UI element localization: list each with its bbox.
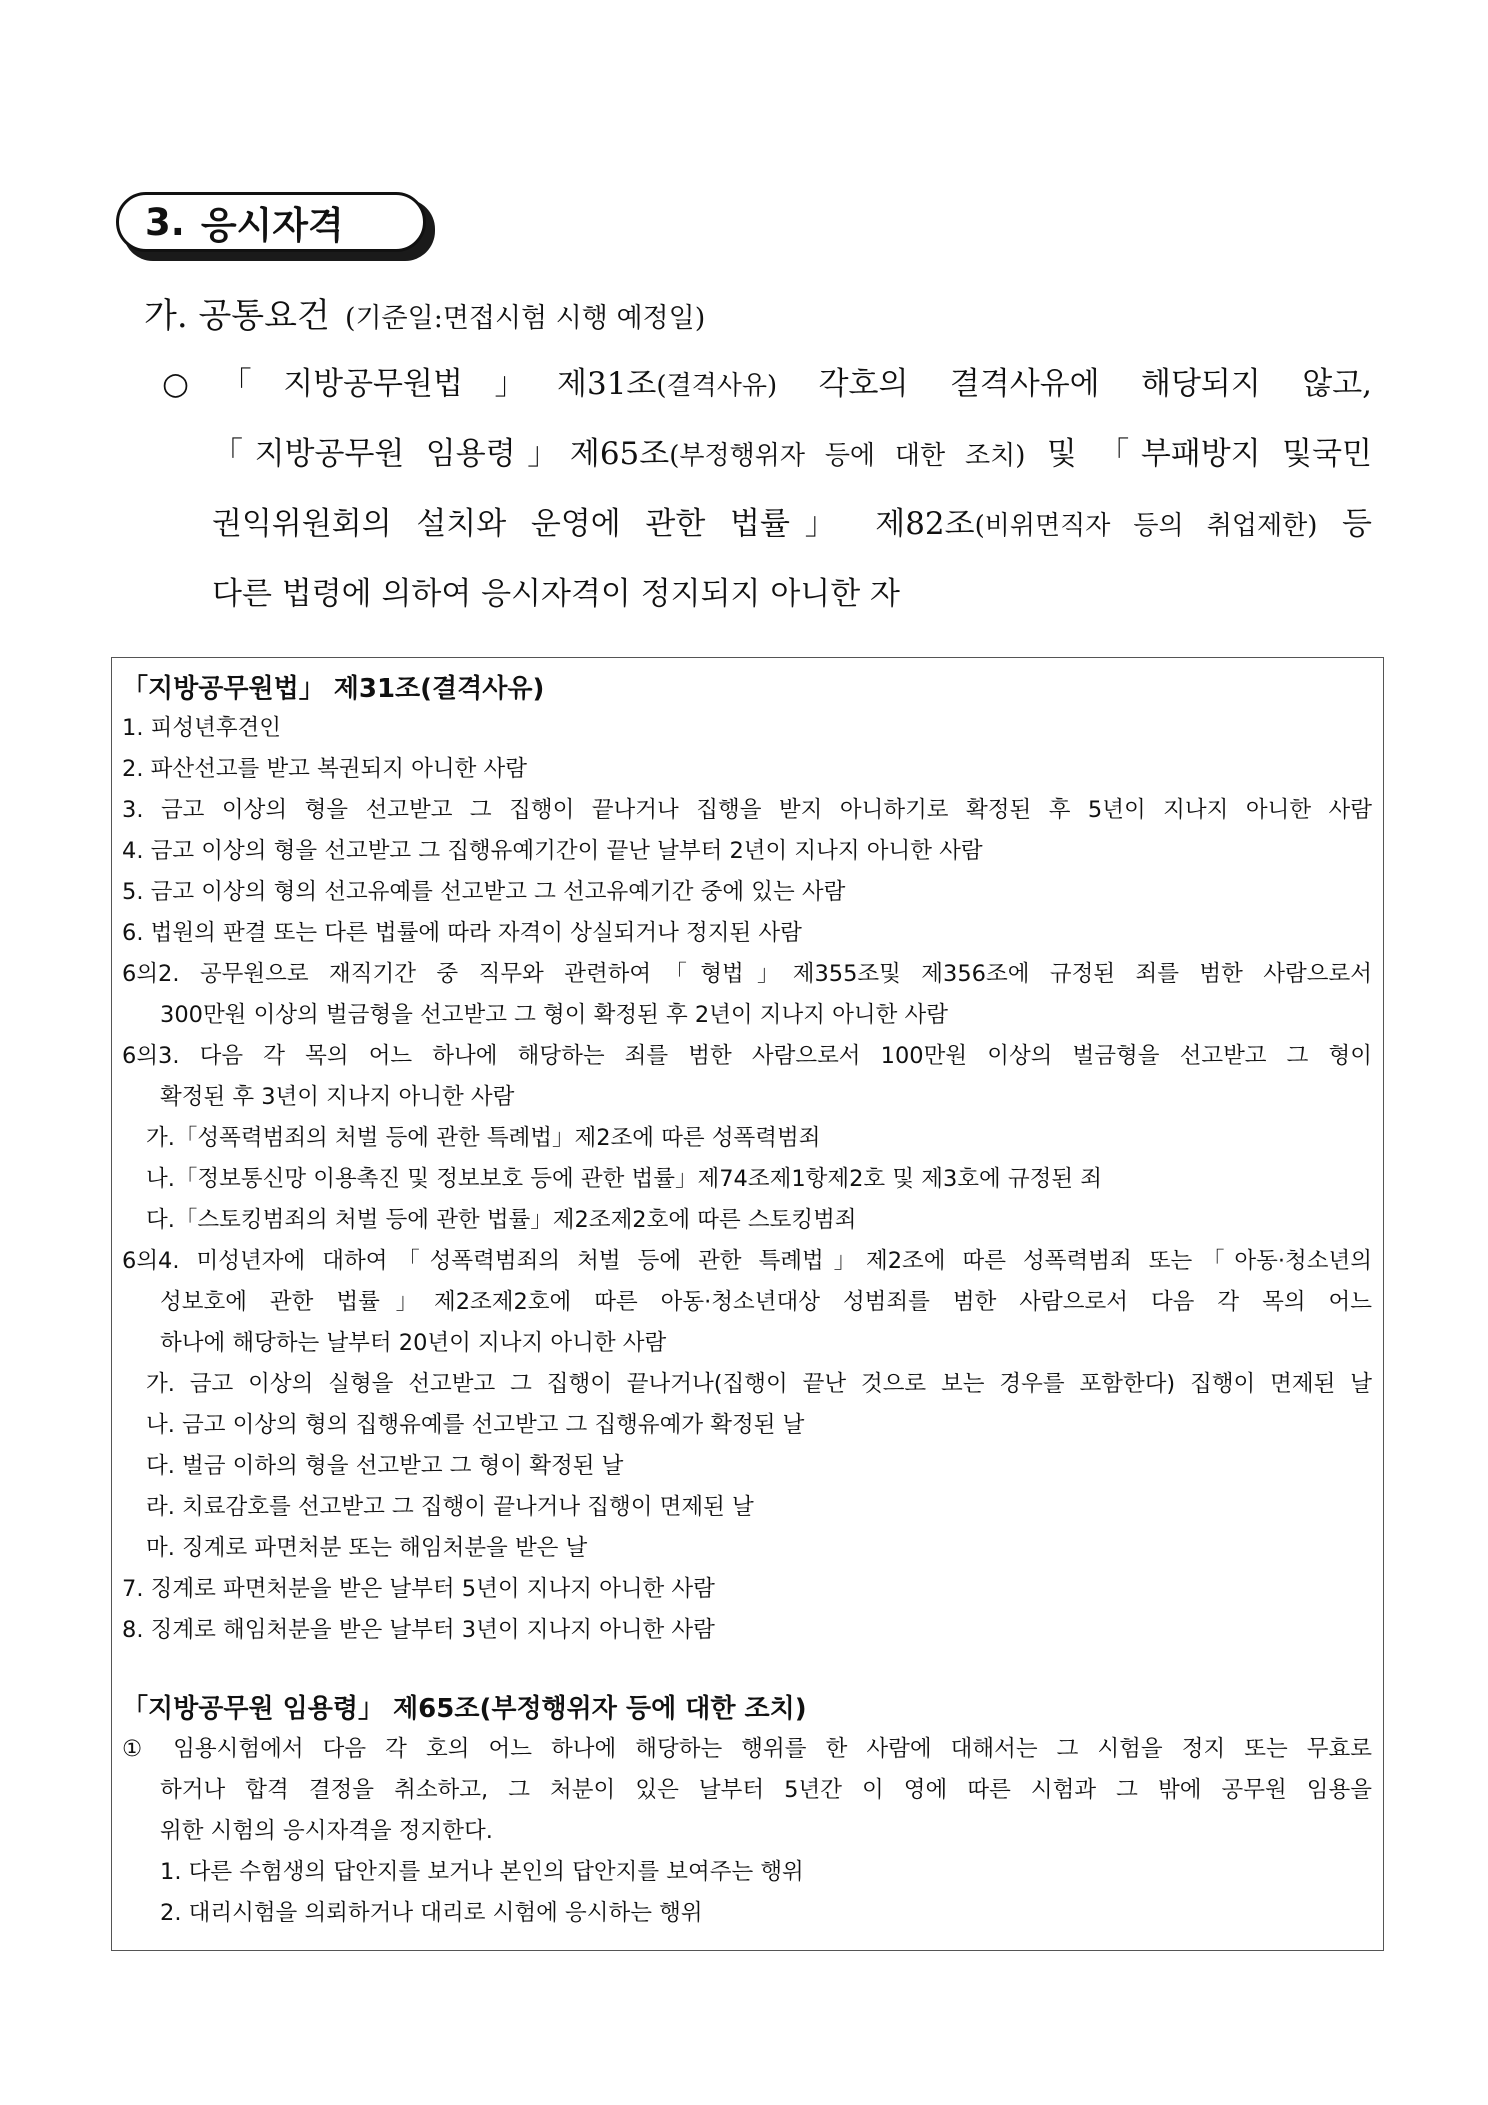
eligibility-line [162,496,1372,566]
law-excerpt-box [111,657,1384,1951]
eligibility-note: (부정행위자 등에 대한 조치) [669,441,1026,471]
eligibility-line [162,426,1372,496]
law2-title: 「지방공무원 임용령」 제65조(부정행위자 등에 대한 조치) [122,1694,807,1724]
law1-item: 6의3. 다음 각 목의 어느 하나에 해당하는 죄를 범한 사람으로서 100만원 이상의 벌금형을 선고받고 그 형이 [122,1043,1372,1069]
law2-subitem: 1. 다른 수험생의 답안지를 보거나 본인의 답안지를 보여주는 행위 [160,1859,804,1885]
law1-item: 6의4. 미성년자에 대하여「성폭력범죄의 처벌 등에 관한 특례법」제2조에 따른 성폭력범죄 또는「아동·청소년의 [122,1248,1372,1274]
law1-item-continuation: 하나에 해당하는 날부터 20년이 지나지 아니한 사람 [160,1330,667,1356]
law1-subitem: 다. 벌금 이하의 형을 선고받고 그 형이 확정된 날 [146,1453,624,1479]
criteria-date-note: (기준일:면접시험 시행 예정일) [344,303,706,334]
eligibility-text: 권익위원회의 설치와 운영에 관한 법률」 제82조 [212,506,975,542]
law1-item: 6의2. 공무원으로 재직기간 중 직무와 관련하여「형법」제355조및 제356조에 규정된 죄를 범한 사람으로서 [122,961,1372,987]
law1-item-continuation: 성보호에 관한 법률」제2조제2호에 따른 아동·청소년대상 성범죄를 범한 사람으로서 다음 각 목의 어느 [160,1289,1372,1315]
law1-subitem: 나.「정보통신망 이용촉진 및 정보보호 등에 관한 법률」제74조제1항제2호 및 제3호에 규정된 죄 [146,1166,1102,1192]
common-requirements-label: 가. 공통요건 [144,296,330,336]
law2-item-continuation: 위한 시험의 응시자격을 정지한다. [160,1818,493,1844]
law1-subitem: 나. 금고 이상의 형의 집행유예를 선고받고 그 집행유예가 확정된 날 [146,1412,805,1438]
law1-item: 6. 법원의 판결 또는 다른 법률에 따라 자격이 상실되거나 정지된 사람 [122,920,802,946]
eligibility-text: ○「지방공무원법」제31조 [162,366,657,402]
common-requirements-heading [144,288,705,337]
law2-item-continuation: 하거나 합격 결정을 취소하고, 그 처분이 있은 날부터 5년간 이 영에 따른 시험과 그 밖에 공무원 임용을 [160,1777,1372,1803]
eligibility-text: 및 「부패방지 및국민 [1025,436,1372,472]
law1-item: 4. 금고 이상의 형을 선고받고 그 집행유예기간이 끝난 날부터 2년이 지나지 아니한 사람 [122,838,983,864]
law1-subitem: 가. 금고 이상의 실형을 선고받고 그 집행이 끝나거나(집행이 끝난 것으로 보는 경우를 포함한다) 집행이 면제된 날 [146,1371,1372,1397]
law1-subitem: 마. 징계로 파면처분 또는 해임처분을 받은 날 [146,1535,588,1561]
eligibility-note: (결격사유) [656,371,778,401]
law1-item: 8. 징계로 해임처분을 받은 날부터 3년이 지나지 아니한 사람 [122,1617,715,1643]
law2-item: ① 임용시험에서 다음 각 호의 어느 하나에 해당하는 행위를 한 사람에 대해서는 그 시험을 정지 또는 무효로 [122,1736,1372,1762]
eligibility-line [162,566,1372,636]
law2-subitem: 2. 대리시험을 의뢰하거나 대리로 시험에 응시하는 행위 [160,1900,703,1926]
law1-subitem: 가.「성폭력범죄의 처벌 등에 관한 특례법」제2조에 따른 성폭력범죄 [146,1125,821,1151]
law1-title: 「지방공무원법」 제31조(결격사유) [122,674,545,704]
eligibility-note: (비위면직자 등의 취업제한) [974,511,1318,541]
law1-item: 2. 파산선고를 받고 복권되지 아니한 사람 [122,756,527,782]
eligibility-text: 등 [1317,506,1372,542]
law1-subitem: 라. 치료감호를 선고받고 그 집행이 끝나거나 집행이 면제된 날 [146,1494,754,1520]
law1-item: 5. 금고 이상의 형의 선고유예를 선고받고 그 선고유예기간 중에 있는 사람 [122,879,846,905]
law1-item-continuation: 300만원 이상의 벌금형을 선고받고 그 형이 확정된 후 2년이 지나지 아니한 사람 [160,1002,948,1028]
law1-subitem: 다.「스토킹범죄의 처벌 등에 관한 법률」제2조제2호에 따른 스토킹범죄 [146,1207,857,1233]
law1-item: 1. 피성년후견인 [122,715,282,741]
law1-item-continuation: 확정된 후 3년이 지나지 아니한 사람 [160,1084,515,1110]
section-heading-pill [116,192,426,252]
law1-item: 7. 징계로 파면처분을 받은 날부터 5년이 지나지 아니한 사람 [122,1576,715,1602]
section-title: 응시자격 [200,204,344,247]
eligibility-line [162,356,1372,426]
eligibility-text: 「지방공무원 임용령」제65조 [212,436,670,472]
section-heading [116,192,438,264]
eligibility-paragraph [162,356,1372,636]
law1-item: 3. 금고 이상의 형을 선고받고 그 집행이 끝나거나 집행을 받지 아니하기로 확정된 후 5년이 지나지 아니한 사람 [122,797,1372,823]
eligibility-text: 다른 법령에 의하여 응시자격이 정지되지 아니한 자 [212,576,900,612]
eligibility-text: 각호의 결격사유에 해당되지 않고, [777,366,1372,402]
section-number: 3. [145,200,185,244]
